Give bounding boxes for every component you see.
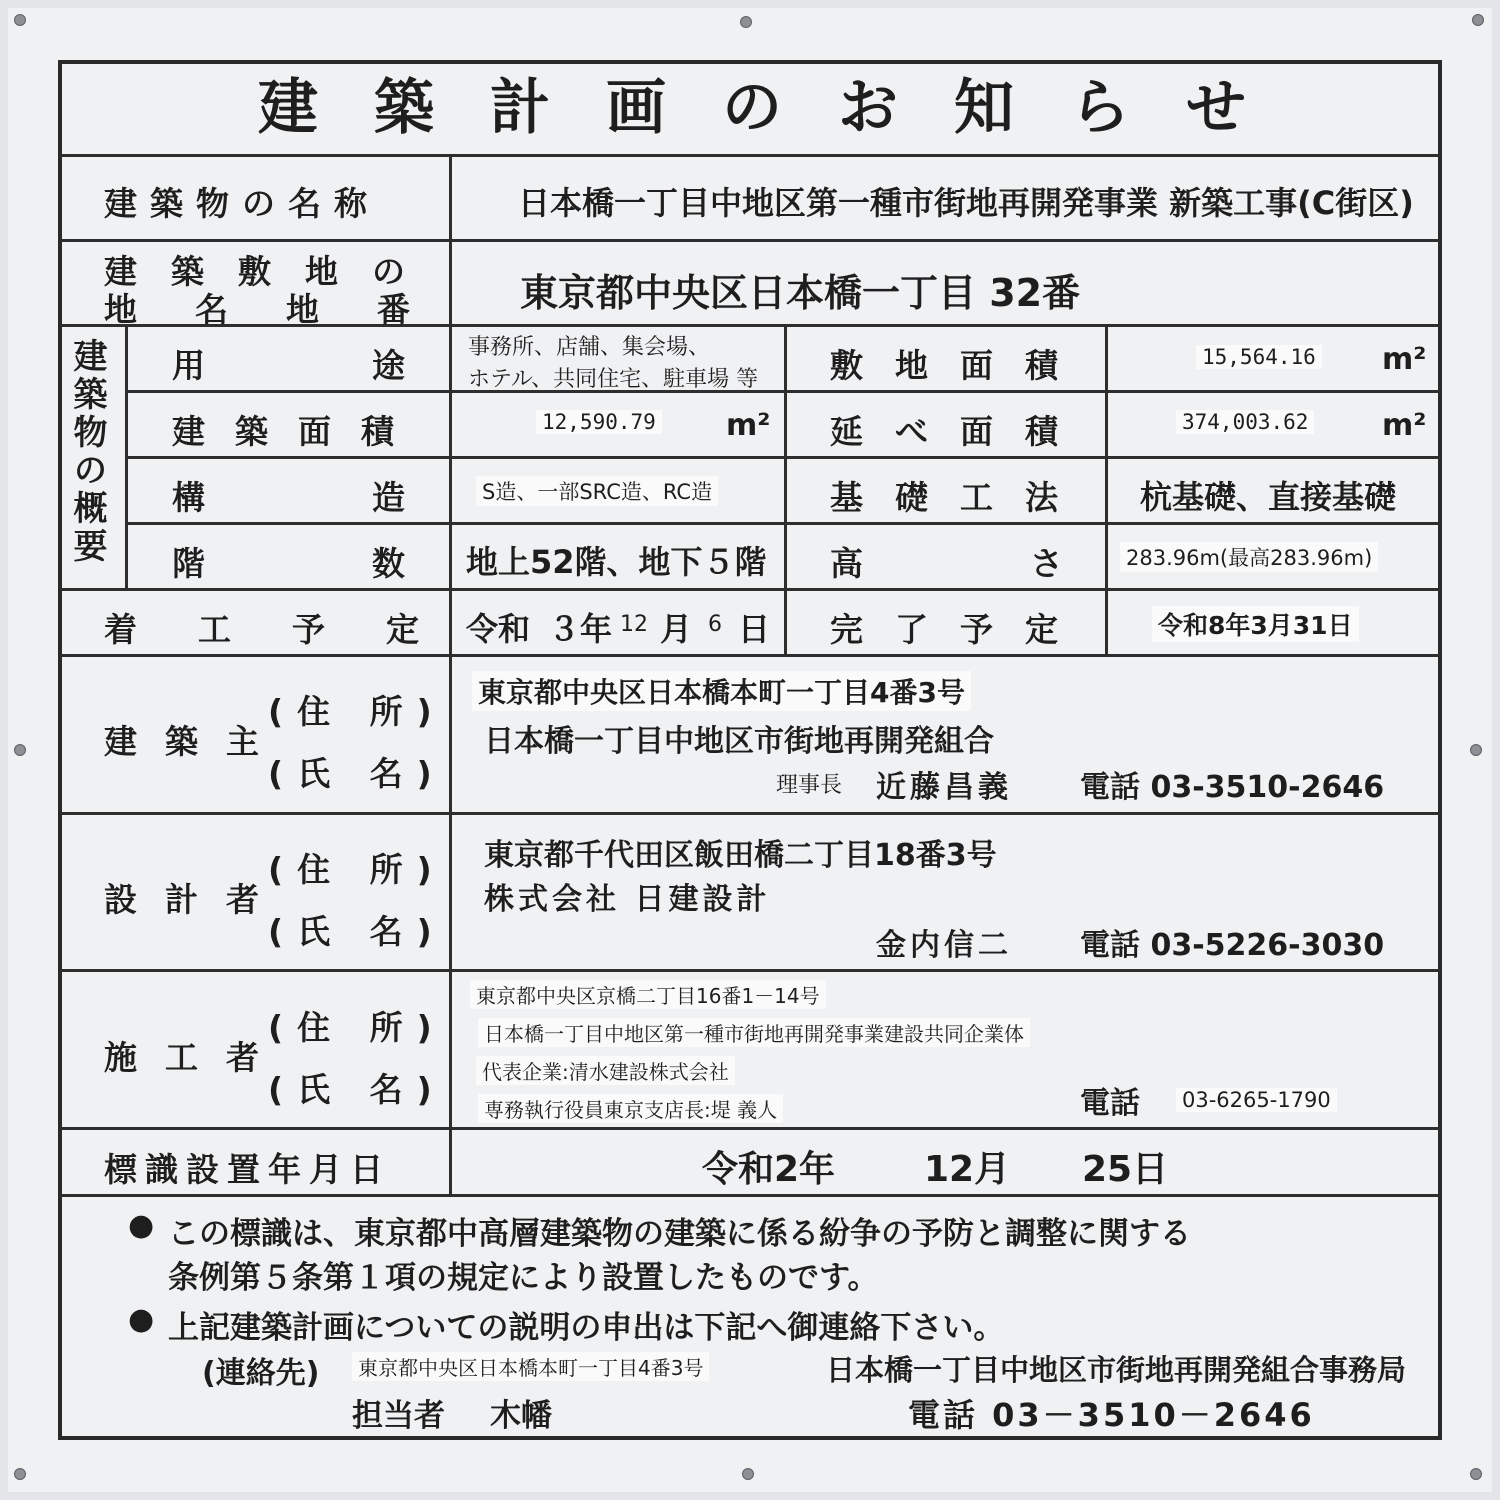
owner-label: 建築主	[104, 722, 287, 761]
installed-label: 標識設置年月日	[104, 1150, 391, 1189]
floor-area-label: 延べ面積	[830, 412, 1090, 451]
height-value: 283.96m(最高283.96m)	[1120, 542, 1378, 572]
owner-title: 理事長	[776, 773, 843, 798]
screw-icon	[742, 1468, 754, 1480]
building-name-label: 建築物の名称	[104, 184, 380, 223]
site-area-label: 敷地面積	[830, 346, 1090, 385]
floors-label-2: 数	[372, 544, 405, 583]
building-area-value: 12,590.79	[536, 410, 662, 434]
contractor-phone-label: 電話	[1080, 1086, 1140, 1121]
title-char: せ	[1186, 73, 1246, 143]
designer-address-label: (住 所)	[268, 850, 446, 889]
screw-icon	[1472, 14, 1484, 26]
start-day-unit: 日	[738, 610, 771, 648]
site-area-value: 15,564.16	[1196, 345, 1322, 369]
floors-label-1: 階	[172, 544, 205, 583]
screw-icon	[14, 14, 26, 26]
usage-label-2: 途	[372, 346, 405, 385]
note1-line2: 条例第５条第１項の規定により設置したものです。	[168, 1260, 879, 1296]
usage-value-line1: 事務所、店舗、集会場、	[468, 335, 711, 360]
contact-address: 東京都中央区日本橋本町一丁目4番3号	[352, 1352, 709, 1381]
owner-address: 東京都中央区日本橋本町一丁目4番3号	[472, 671, 971, 711]
foundation-value: 杭基礎、直接基礎	[1140, 478, 1397, 516]
building-area-label: 建築面積	[172, 412, 424, 451]
floors-value: 地上52階、地下５階	[466, 543, 767, 581]
start-label: 着工予定	[104, 610, 480, 649]
structure-value: S造、一部SRC造、RC造	[476, 476, 718, 506]
floor-area-value: 374,003.62	[1176, 410, 1314, 434]
contact-label: (連絡先)	[202, 1356, 320, 1391]
contractor-name-label: (氏 名)	[268, 1070, 446, 1109]
contact-org: 日本橋一丁目中地区市街地再開発組合事務局	[826, 1353, 1407, 1387]
title-char: お	[838, 73, 898, 143]
bullet-icon: ●	[128, 1302, 155, 1337]
owner-person: 近藤昌義	[876, 770, 1012, 805]
contact-phone: 電話 03－3510－2646	[908, 1396, 1315, 1434]
title-char: 知	[954, 73, 1014, 143]
end-value: 令和8年3月31日	[1152, 606, 1359, 642]
contractor-rep: 代表企業:清水建設株式会社	[476, 1056, 735, 1085]
contact-person-label: 担当者	[352, 1398, 445, 1434]
title-char: 計	[490, 73, 550, 143]
foundation-label: 基礎工法	[830, 478, 1090, 517]
usage-label-1: 用	[172, 346, 205, 385]
designer-name-label: (氏 名)	[268, 912, 446, 951]
start-month: 12	[620, 612, 648, 637]
contractor-org: 日本橋一丁目中地区第一種市街地再開発事業建設共同企業体	[478, 1018, 1030, 1047]
title-char: ら	[1070, 73, 1130, 143]
screw-icon	[1470, 744, 1482, 756]
installed-era-year: 令和2年	[702, 1149, 836, 1190]
contractor-address: 東京都中央区京橋二丁目16番1－14号	[470, 980, 826, 1009]
start-month-unit: 月	[660, 610, 693, 648]
contractor-label: 施工者	[104, 1038, 287, 1077]
screw-icon	[740, 16, 752, 28]
height-label-2: さ	[1030, 544, 1063, 583]
building-name-value: 日本橋一丁目中地区第一種市街地再開発事業 新築工事(C街区)	[518, 184, 1414, 222]
designer-person: 金内信二	[876, 928, 1012, 963]
contact-person: 木幡	[490, 1398, 552, 1434]
owner-phone: 電話 03-3510-2646	[1080, 770, 1385, 805]
designer-label: 設計者	[104, 880, 287, 919]
title-char: 建	[258, 73, 318, 143]
title-char: 画	[606, 73, 666, 143]
bullet-icon: ●	[128, 1208, 155, 1243]
owner-org: 日本橋一丁目中地区市街地再開発組合	[484, 724, 994, 759]
note1-line1: この標識は、東京都中高層建築物の建築に係る紛争の予防と調整に関する	[168, 1216, 1191, 1252]
owner-address-label: (住 所)	[268, 692, 446, 731]
screw-icon	[14, 744, 26, 756]
overview-label: 建築物の概要	[67, 338, 107, 566]
designer-address: 東京都千代田区飯田橋二丁目18番3号	[484, 838, 997, 873]
site-label-line2: 地名地番	[104, 290, 468, 329]
note2: 上記建築計画についての説明の申出は下記へ御連絡下さい。	[168, 1310, 1005, 1346]
usage-value-line2: ホテル、共同住宅、駐車場 等	[468, 367, 759, 392]
installed-day: 25日	[1082, 1149, 1169, 1190]
building-area-unit: m²	[726, 408, 771, 443]
structure-label-1: 構	[172, 478, 205, 517]
contractor-phone: 03-6265-1790	[1176, 1088, 1337, 1112]
height-label-1: 高	[830, 544, 863, 583]
title-char: 築	[374, 73, 434, 143]
title-char: の	[722, 73, 782, 143]
start-era: 令和	[466, 610, 531, 648]
floor-area-unit: m²	[1382, 408, 1427, 443]
start-year: ３	[548, 610, 581, 648]
site-label-line1: 建築敷地の	[104, 252, 439, 291]
start-year-unit: 年	[580, 610, 613, 648]
structure-label-2: 造	[372, 478, 405, 517]
screw-icon	[14, 1468, 26, 1480]
start-day: 6	[708, 612, 722, 637]
screw-icon	[1470, 1468, 1482, 1480]
designer-org: 株式会社 日建設計	[484, 882, 771, 917]
installed-month: 12月	[924, 1149, 1011, 1190]
contractor-address-label: (住 所)	[268, 1008, 446, 1047]
site-area-unit: m²	[1382, 342, 1427, 377]
site-value: 東京都中央区日本橋一丁目 32番	[520, 271, 1081, 315]
owner-name-label: (氏 名)	[268, 754, 446, 793]
contractor-person: 専務執行役員東京支店長:堤 義人	[478, 1094, 783, 1123]
end-label: 完了予定	[830, 610, 1090, 649]
designer-phone: 電話 03-5226-3030	[1080, 928, 1385, 963]
